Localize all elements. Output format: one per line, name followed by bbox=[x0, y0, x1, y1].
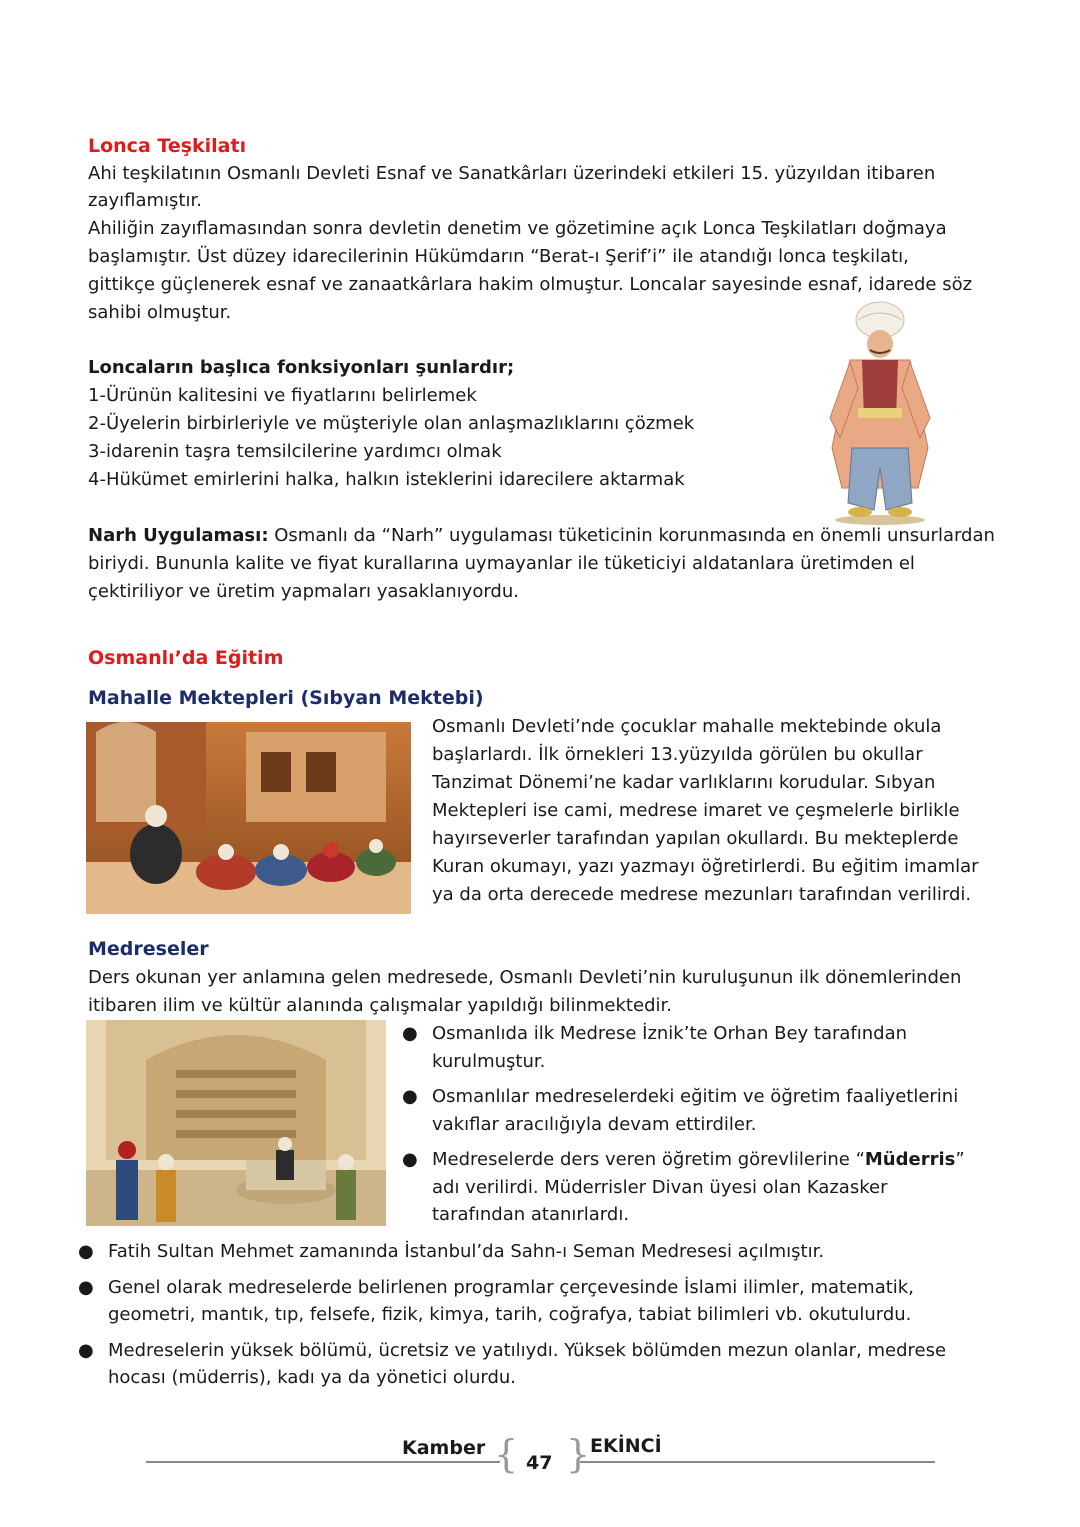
function-item: 4-Hükümet emirlerini halka, halkın isteklerini idarecilere aktarmak bbox=[88, 469, 685, 490]
narh-line: çektiriliyor ve üretim yapmaları yasaklanıyordu. bbox=[88, 581, 519, 602]
mahalle-line: ya da orta derecede medrese mezunları tarafından verilirdi. bbox=[432, 884, 972, 905]
medrese-intro-line: itibaren ilim ve kültür alanında çalışmalar yapıldığı bilinmektedir. bbox=[88, 995, 672, 1016]
narh-line: biriydi. Bununla kalite ve fiyat kurallarına uymayanlar ile tüketiciyi aldatanlara üretimden el bbox=[88, 553, 915, 574]
subsection-title-medrese: Medreseler bbox=[88, 938, 209, 960]
footer-rule-left bbox=[146, 1461, 500, 1463]
bullet-line bbox=[432, 1146, 992, 1174]
bullet-line: tarafından atanırlardı. bbox=[432, 1204, 630, 1225]
narh-text: Osmanlı da “Narh” uygulaması tüketicinin korunmasında en önemli unsurlardan bbox=[268, 525, 995, 546]
function-item: 3-idarenin taşra temsilcilerine yardımcı olmak bbox=[88, 441, 502, 462]
page-number: 47 bbox=[526, 1452, 553, 1474]
mahalle-line: Osmanlı Devleti’nde çocuklar mahalle mektebinde okula bbox=[432, 716, 942, 737]
muderris-pre: Medreselerde ders veren öğretim görevlilerine “ bbox=[432, 1149, 865, 1170]
lonca-paragraph-1-line: zayıflamıştır. bbox=[88, 190, 202, 211]
bullet-icon: ● bbox=[402, 1149, 418, 1170]
bullet-icon: ● bbox=[78, 1276, 94, 1298]
lonca-paragraph-2-line: başlamıştır. Üst düzey idarecilerinin Hükümdarın “Berat-ı Şerif’i” ile atandığı lonca teşkilatı, bbox=[88, 246, 909, 267]
author-last-name: EKİNCİ bbox=[590, 1435, 662, 1457]
medrese-bullets-right bbox=[402, 1020, 992, 1237]
narh-line bbox=[88, 522, 995, 550]
function-item: 2-Üyelerin birbirleriyle ve müşteriyle olan anlaşmazlıklarını çözmek bbox=[88, 413, 695, 434]
bullet-line: vakıflar aracılığıyla devam ettirdiler. bbox=[432, 1113, 757, 1135]
bullet-icon: ● bbox=[402, 1086, 418, 1107]
medrese-intro-line: Ders okunan yer anlamına gelen medresede, Osmanlı Devleti’nin kuruluşunun ilk dönemlerinden bbox=[88, 967, 962, 988]
bullet-line: Osmanlıda ilk Medrese İznik’te Orhan Bey tarafından bbox=[432, 1023, 908, 1044]
list-item bbox=[78, 1274, 1008, 1329]
section-title-egitim: Osmanlı’da Eğitim bbox=[88, 647, 284, 669]
medrese-bullets-full bbox=[78, 1238, 1008, 1400]
bullet-line: hocası (müderris), kadı ya da yönetici olurdu. bbox=[108, 1367, 516, 1388]
ottoman-merchant-illustration bbox=[800, 298, 960, 526]
bullet-line: Genel olarak medreselerde belirlenen programlar çerçevesinde İslami ilimler, matematik, bbox=[108, 1276, 914, 1298]
left-brace-icon: { bbox=[494, 1432, 519, 1476]
muderris-word: Müderris bbox=[864, 1149, 956, 1170]
list-item bbox=[402, 1083, 992, 1138]
sibyan-mektebi-painting bbox=[86, 722, 411, 914]
lonca-paragraph-2-line: sahibi olmuştur. bbox=[88, 302, 232, 323]
muderris-post: ” bbox=[955, 1149, 965, 1170]
bullet-line: adı verilirdi. Müderrisler Divan üyesi olan Kazasker bbox=[432, 1176, 888, 1198]
bullet-line: kurulmuştur. bbox=[432, 1050, 546, 1072]
bullet-icon: ● bbox=[402, 1023, 418, 1044]
bullet-line: Medreselerin yüksek bölümü, ücretsiz ve yatılıydı. Yüksek bölümden mezun olanlar, medrese bbox=[108, 1339, 947, 1361]
mahalle-line: hayırseverler tarafından yapılan okullardı. Bu mekteplerde bbox=[432, 828, 959, 849]
bullet-line: geometri, mantık, tıp, felsefe, fizik, kimya, tarih, coğrafya, tabiat bilimleri vb. okutulurdu. bbox=[108, 1304, 912, 1325]
bullet-line: Fatih Sultan Mehmet zamanında İstanbul’da Sahn-ı Seman Medresesi açılmıştır. bbox=[108, 1241, 825, 1262]
list-item bbox=[402, 1020, 992, 1075]
mahalle-line: Tanzimat Dönemi’ne kadar varlıklarını korudular. Sıbyan bbox=[432, 772, 936, 793]
functions-title: Loncaların başlıca fonksiyonları şunlardır; bbox=[88, 357, 515, 378]
mahalle-line: Kuran okumayı, yazı yazmayı öğretirlerdi. Bu eğitim imamlar bbox=[432, 856, 979, 877]
bullet-icon: ● bbox=[78, 1339, 94, 1361]
lonca-paragraph-1-line: Ahi teşkilatının Osmanlı Devleti Esnaf ve Sanatkârları üzerindeki etkileri 15. yüzyıldan itibaren bbox=[88, 163, 936, 184]
list-item bbox=[78, 1337, 1008, 1392]
list-item bbox=[402, 1146, 992, 1229]
function-item: 1-Ürünün kalitesini ve fiyatlarını belirlemek bbox=[88, 385, 477, 406]
bullet-line: Osmanlılar medreselerdeki eğitim ve öğretim faaliyetlerini bbox=[432, 1086, 959, 1107]
right-brace-icon: } bbox=[566, 1432, 591, 1476]
footer-rule-right bbox=[580, 1461, 935, 1463]
section-title-lonca: Lonca Teşkilatı bbox=[88, 135, 247, 157]
author-first-name: Kamber bbox=[402, 1437, 486, 1459]
mahalle-line: Mektepleri ise cami, medrese imaret ve çeşmelerle birlikle bbox=[432, 800, 960, 821]
mahalle-line: başlarlardı. İlk örnekleri 13.yüzyılda görülen bu okullar bbox=[432, 744, 923, 765]
narh-label: Narh Uygulaması: bbox=[88, 525, 269, 546]
medrese-interior-painting bbox=[86, 1020, 386, 1226]
lonca-paragraph-2-line: Ahiliğin zayıflamasından sonra devletin denetim ve gözetimine açık Lonca Teşkilatları doğmaya bbox=[88, 218, 947, 239]
list-item bbox=[78, 1238, 1008, 1266]
subsection-title-mahalle: Mahalle Mektepleri (Sıbyan Mektebi) bbox=[88, 687, 484, 709]
lonca-paragraph-2-line: gittikçe güçlenerek esnaf ve zanaatkârlara hakim olmuştur. Loncalar sayesinde esnaf, idarede söz bbox=[88, 274, 973, 295]
bullet-icon: ● bbox=[78, 1241, 94, 1262]
